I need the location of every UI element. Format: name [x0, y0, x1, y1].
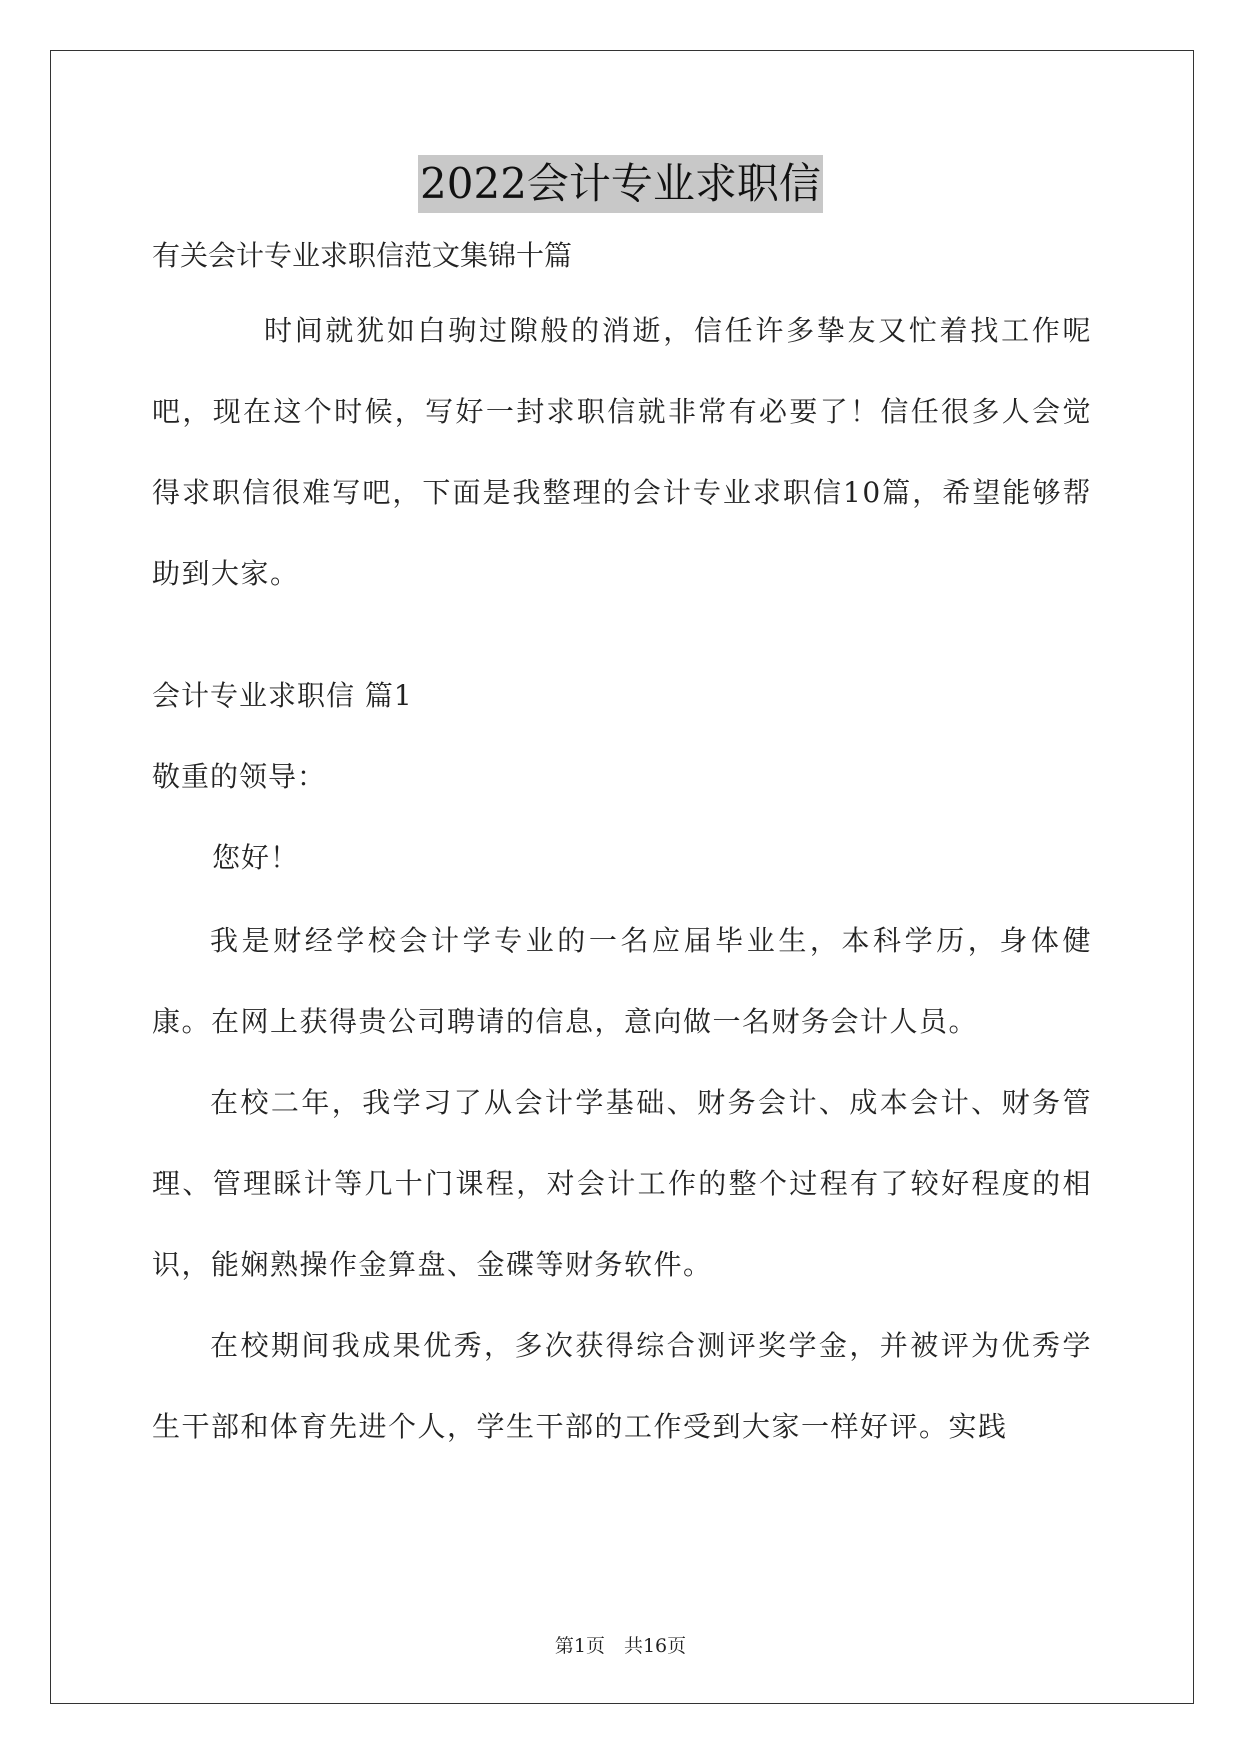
body-paragraph-1: 我是财经学校会计学专业的一名应届毕业生，本科学历，身体健康。在网上获得贵公司聘请的信息，意向做一名财务会计人员。	[152, 924, 1092, 1038]
title-wrap	[0, 155, 1241, 213]
document-subtitle: 有关会计专业求职信范文集锦十篇	[152, 239, 573, 272]
greeting: 您好！	[212, 841, 300, 874]
footer-page-prefix: 第	[554, 1635, 574, 1657]
body-paragraph-2: 在校二年，我学习了从会计学基础、财务会计、成本会计、财务管理、管理睬计等几十门课程，对会计工作的整个过程有了较好程度的相识，能娴熟操作金算盘、金碟等财务软件。	[152, 1086, 1092, 1281]
footer-page-total: 16	[642, 1635, 668, 1657]
section-heading: 会计专业求职信 篇1	[152, 679, 413, 712]
intro-paragraph: 时间就犹如白驹过隙般的消逝，信任许多挚友又忙着找工作呢吧，现在这个时候，写好一封求职信就非常有必要了！信任很多人会觉得求职信很难写吧，下面是我整理的会计专业求职信10篇，希望能够帮助到大家。	[152, 314, 1092, 590]
body-paragraph-3: 在校期间我成果优秀，多次获得综合测评奖学金，并被评为优秀学生干部和体育先进个人，学生干部的工作受到大家一样好评。实践	[152, 1329, 1092, 1443]
page-footer	[0, 1631, 1241, 1658]
document-title: 2022会计专业求职信	[418, 155, 823, 213]
footer-page-suffix: 页	[667, 1635, 687, 1657]
salutation: 敬重的领导：	[152, 760, 327, 793]
footer-page-current: 1	[573, 1635, 586, 1657]
footer-page-mid: 页 共	[585, 1635, 643, 1657]
